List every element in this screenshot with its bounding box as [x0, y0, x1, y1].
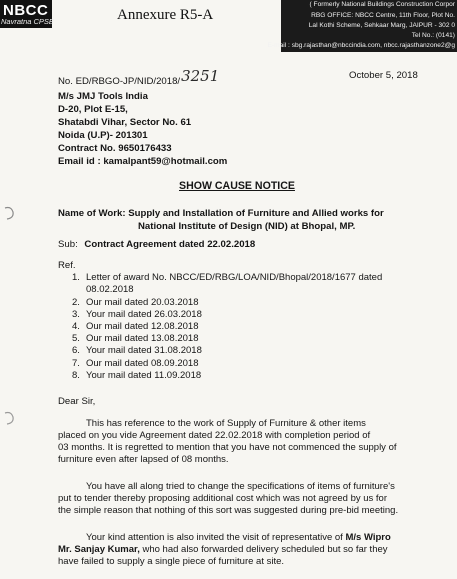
para1-line-3: 03 months. It is regretted to mention that you have not commenced the supply of — [58, 442, 397, 453]
addressee-line-2: D-20, Plot E-15, — [58, 104, 128, 115]
addressee-contract: Contract No. 9650176433 — [58, 143, 172, 154]
logo-tagline: Navratna CPSE — [1, 17, 54, 26]
punch-hole-mark-2 — [2, 410, 16, 426]
office-address-band — [267, 0, 457, 52]
subject-line — [58, 239, 255, 250]
ref-item-7: 7. Our mail dated 08.09.2018 — [72, 358, 199, 369]
ref-item-1-cont: 08.02.2018 — [86, 284, 134, 295]
notice-title: SHOW CAUSE NOTICE — [179, 180, 295, 192]
salutation: Dear Sir, — [58, 396, 96, 407]
para2-line-3: the simple reason that nothing of this sort was suggested during pre-bid meeting. — [58, 505, 399, 516]
reference-number — [58, 67, 220, 88]
annexure-label: Annexure R5-A — [117, 7, 214, 23]
org-line-3: Lal Kothi Scheme, Sehkaar Marg, JAIPUR - 302 0 — [308, 22, 455, 29]
ref-item-5: 5. Our mail dated 13.08.2018 — [72, 333, 199, 344]
org-email-line: E-mail : sbg.rajasthan@nbccindia.com, nbcc.rajasthanzone2@g — [267, 42, 455, 49]
addressee-line-4: Noida (U.P)- 201301 — [58, 130, 148, 141]
subject-text: Contract Agreement dated 22.02.2018 — [84, 239, 256, 250]
ref-item-6: 6. Your mail dated 31.08.2018 — [72, 345, 202, 356]
ref-item-2: 2. Our mail dated 20.03.2018 — [72, 297, 199, 308]
work-line-1 — [58, 208, 384, 219]
handwritten-number: 3251 — [181, 67, 220, 85]
work-line-2: National Institute of Design (NID) at Bhopal, MP. — [138, 221, 356, 232]
para3-line-2: Mr. Sanjay Kumar, who had also forwarded delivery scheduled but so far they — [58, 544, 388, 555]
para3-line-3: have failed to supply a single piece of furniture at site. — [58, 556, 285, 567]
ref-item-4: 4. Our mail dated 12.08.2018 — [72, 321, 199, 332]
punch-hole-mark — [2, 205, 16, 221]
addressee-email: Email id : kamalpant59@hotmail.com — [58, 156, 228, 167]
para1-line-2: placed on you vide Agreement dated 22.02.2018 with completion period of — [58, 430, 371, 441]
para2-line-2: put to tender thereby proposing additional cost which was not agreed by us for — [58, 493, 388, 504]
subject-label: Sub: — [58, 239, 78, 250]
addressee-name: M/s JMJ Tools India — [58, 91, 148, 102]
logo-block — [0, 0, 52, 28]
letter-date: October 5, 2018 — [349, 70, 418, 81]
addressee-line-3: Shatabdi Vihar, Sector No. 61 — [58, 117, 192, 128]
para3-line-1: Your kind attention is also invited the visit of representative of M/s Wipro — [86, 532, 391, 543]
work-label: Name of Work: — [58, 208, 126, 219]
para1-line-4: furniture even after lapsed of 08 months. — [58, 454, 229, 465]
ref-item-1: 1. Letter of award No. NBCC/ED/RBG/LOA/NID/Bhopal/2018/1677 dated — [72, 272, 383, 283]
org-line-2: RBG OFFICE: NBCC Centre, 11th Floor, Plot No. — [311, 12, 455, 19]
work-description: Supply and Installation of Furniture and Allied works for — [128, 208, 384, 219]
para2-line-1: You have all along tried to change the specifications of items of furniture's — [86, 481, 395, 492]
para1-line-1: This has reference to the work of Supply of Furniture & other items — [86, 418, 366, 429]
org-line-1: ( Formerly National Buildings Construction Corpor — [309, 1, 455, 8]
ref-item-8: 8. Your mail dated 11.09.2018 — [72, 370, 202, 381]
org-line-4: Tel No.: (0141) — [411, 32, 455, 39]
ref-label: Ref. — [58, 260, 76, 271]
reference-prefix: No. ED/RBGO-JP/NID/2018/ — [58, 76, 181, 87]
ref-item-3: 3. Your mail dated 26.03.2018 — [72, 309, 202, 320]
nbcc-logo: NBCC — [3, 2, 49, 19]
